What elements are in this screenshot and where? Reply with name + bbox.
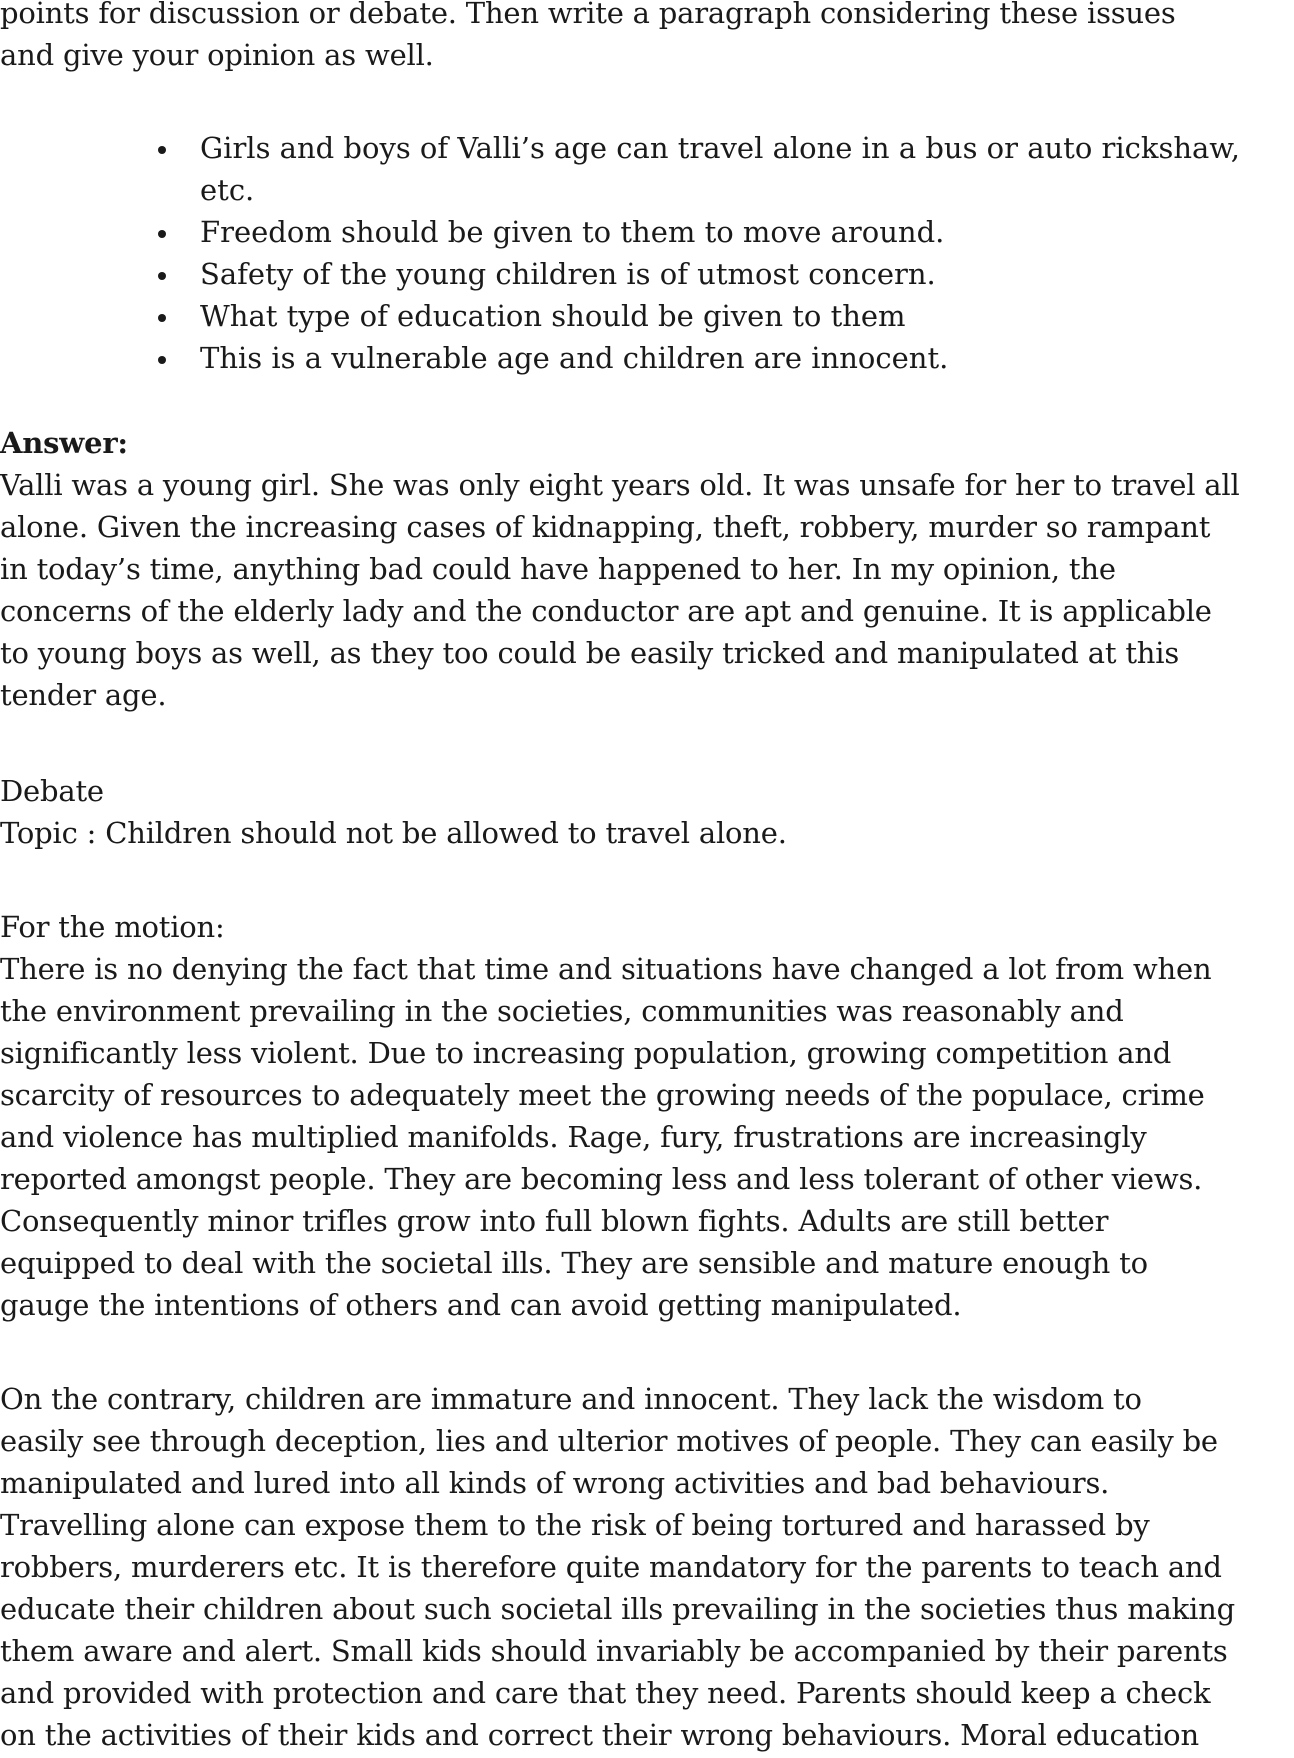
- bullet-icon: [158, 314, 166, 322]
- contrary-paragraph: [0, 1378, 1290, 1756]
- answer-section: [0, 422, 1290, 716]
- answer-heading: Answer:: [0, 426, 128, 460]
- contrary-line: easily see through deception, lies and ulterior motives of people. They can easily be: [0, 1424, 1218, 1458]
- for-motion-heading: For the motion:: [0, 910, 225, 944]
- answer-line: to young boys as well, as they too could be easily tricked and manipulated at this: [0, 636, 1180, 670]
- list-item-text: What type of education should be given to them: [200, 299, 906, 333]
- debate-label: Debate: [0, 774, 104, 808]
- for-motion-line: Consequently minor trifles grow into full blown fights. Adults are still better: [0, 1204, 1109, 1238]
- for-motion-line: equipped to deal with the societal ills. They are sensible and mature enough to: [0, 1246, 1148, 1280]
- list-item-text: Girls and boys of Valli’s age can travel alone in a bus or auto rickshaw,: [200, 131, 1240, 165]
- contrary-line: on the activities of their kids and correct their wrong behaviours. Moral education: [0, 1718, 1199, 1752]
- list-item: [0, 211, 1290, 253]
- bullet-icon: [158, 146, 166, 154]
- answer-line: Valli was a young girl. She was only eight years old. It was unsafe for her to travel all: [0, 468, 1240, 502]
- answer-line: tender age.: [0, 678, 167, 712]
- intro-line: points for discussion or debate. Then write a paragraph considering these issues: [0, 0, 1176, 30]
- list-item-text: etc.: [200, 173, 255, 207]
- bullet-icon: [158, 356, 166, 364]
- list-item: [0, 127, 1290, 211]
- contrary-line: On the contrary, children are immature and innocent. They lack the wisdom to: [0, 1382, 1142, 1416]
- for-motion-line: reported amongst people. They are becoming less and less tolerant of other views.: [0, 1162, 1203, 1196]
- list-item: [0, 253, 1290, 295]
- for-motion-section: [0, 906, 1290, 1326]
- list-item-text: This is a vulnerable age and children are innocent.: [200, 341, 949, 375]
- debate-topic: Topic : Children should not be allowed to travel alone.: [0, 816, 787, 850]
- for-motion-line: the environment prevailing in the societies, communities was reasonably and: [0, 994, 1124, 1028]
- contrary-line: educate their children about such societal ills prevailing in the societies thus making: [0, 1592, 1235, 1626]
- list-item-text: Freedom should be given to them to move around.: [200, 215, 945, 249]
- list-item: [0, 295, 1290, 337]
- contrary-line: and provided with protection and care that they need. Parents should keep a check: [0, 1676, 1211, 1710]
- discussion-points-list: [0, 127, 1290, 379]
- bullet-icon: [158, 272, 166, 280]
- for-motion-line: scarcity of resources to adequately meet the growing needs of the populace, crime: [0, 1078, 1205, 1112]
- list-item-text: Safety of the young children is of utmost concern.: [200, 257, 936, 291]
- intro-line: and give your opinion as well.: [0, 38, 434, 72]
- for-motion-line: and violence has multiplied manifolds. Rage, fury, frustrations are increasingly: [0, 1120, 1147, 1154]
- contrary-line: Travelling alone can expose them to the risk of being tortured and harassed by: [0, 1508, 1150, 1542]
- list-item: [0, 337, 1290, 379]
- answer-line: concerns of the elderly lady and the conductor are apt and genuine. It is applicable: [0, 594, 1212, 628]
- contrary-line: robbers, murderers etc. It is therefore quite mandatory for the parents to teach and: [0, 1550, 1222, 1584]
- answer-line: in today’s time, anything bad could have happened to her. In my opinion, the: [0, 552, 1116, 586]
- bullet-icon: [158, 230, 166, 238]
- for-motion-line: gauge the intentions of others and can avoid getting manipulated.: [0, 1288, 962, 1322]
- contrary-line: manipulated and lured into all kinds of wrong activities and bad behaviours.: [0, 1466, 1110, 1500]
- debate-section: [0, 770, 1290, 854]
- intro-paragraph: [0, 0, 1290, 76]
- answer-line: alone. Given the increasing cases of kidnapping, theft, robbery, murder so rampant: [0, 510, 1211, 544]
- for-motion-line: There is no denying the fact that time and situations have changed a lot from when: [0, 952, 1212, 986]
- contrary-line: them aware and alert. Small kids should invariably be accompanied by their parents: [0, 1634, 1228, 1668]
- for-motion-line: significantly less violent. Due to increasing population, growing competition and: [0, 1036, 1172, 1070]
